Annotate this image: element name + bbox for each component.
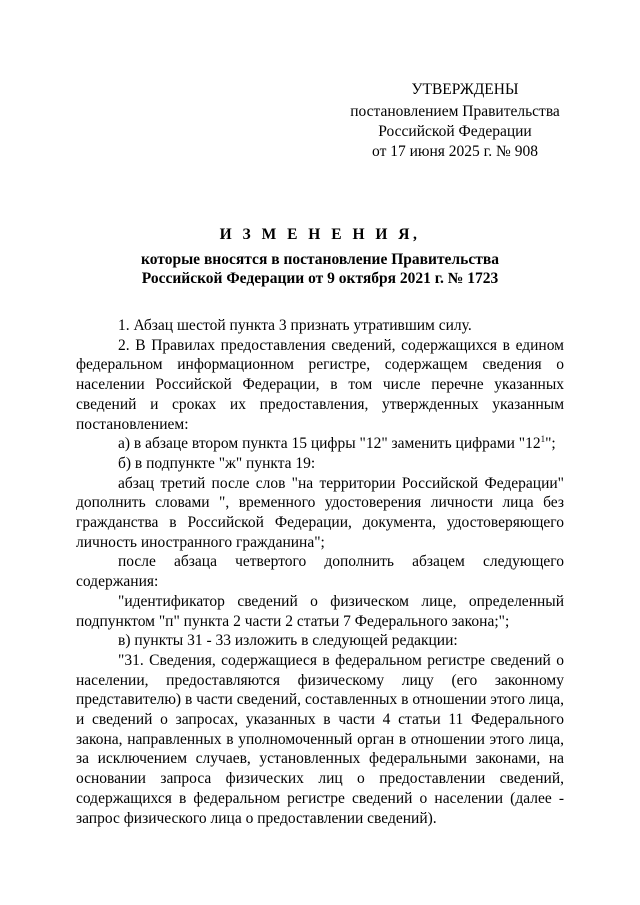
paragraph-1: 1. Абзац шестой пункта 3 признать утратившим силу. bbox=[118, 317, 472, 334]
paragraph-9: "31. Сведения, содержащиеся в федеральном регистре сведений о населении, предоставляются физическому лицу (его законному представителю) в части сведений, составленных в отношении этого лица, и сведений о запросах, указанных в части 4 статьи 11 Федерального закона, направленных в уполномоченный орган в отношении этого лица, за исключением случаев, установленных федеральными законами, на основании запроса физических лиц о предоставлении сведений, содержащихся в федеральном регистре сведений о населении (далее - запрос физического лица о предоставлении сведений). bbox=[76, 651, 564, 827]
approval-line-2: Российской Федерации bbox=[378, 123, 532, 140]
paragraph-5: абзац третий после слов "на территории Российской Федерации" дополнить словами ", временного удостоверения личности лица без гражданства в Российской Федерации, документа, удостоверяющего личность иностранного гражданина"; bbox=[76, 474, 564, 551]
paragraph-6: после абзаца четвертого дополнить абзацем следующего содержания: bbox=[76, 553, 564, 591]
paragraph-3-text: а) в абзаце втором пункта 15 цифры "12" заменить цифрами "12 bbox=[118, 435, 541, 453]
subtitle-line-2: Российской Федерации от 9 октября 2021 г. № 1723 bbox=[141, 270, 499, 287]
paragraph-8: в) пункты 31 - 33 изложить в следующей редакции: bbox=[118, 632, 458, 650]
approval-stamp bbox=[330, 80, 580, 162]
document-title: И З М Е Н Е Н И Я, bbox=[219, 226, 421, 243]
paragraph-3-tail: "; bbox=[545, 435, 556, 453]
paragraph-4: б) в подпункте "ж" пункта 19: bbox=[118, 454, 316, 472]
paragraph-2: 2. В Правилах предоставления сведений, содержащихся в едином федеральном информационном регистре, содержащем сведения о населении Российской Федерации, в том числе перечне указанных сведений и сроках их предоставления, утвержденных указанным постановлением: bbox=[76, 336, 564, 433]
superscript-mark: 1 bbox=[540, 434, 546, 445]
approval-line-3: от 17 июня 2025 г. № 908 bbox=[372, 143, 538, 160]
approval-line-1: постановлением Правительства bbox=[350, 103, 560, 120]
paragraph-7: "идентификатор сведений о физическом лице, определенный подпунктом "п" пункта 2 части 2 статьи 7 Федерального закона;"; bbox=[76, 592, 564, 630]
document-subtitle bbox=[0, 250, 640, 288]
subtitle-line-1: которые вносятся в постановление Правительства bbox=[141, 251, 499, 268]
approval-heading: УТВЕРЖДЕНЫ bbox=[411, 81, 519, 98]
paragraph-3 bbox=[76, 434, 564, 454]
document-body bbox=[76, 316, 564, 828]
